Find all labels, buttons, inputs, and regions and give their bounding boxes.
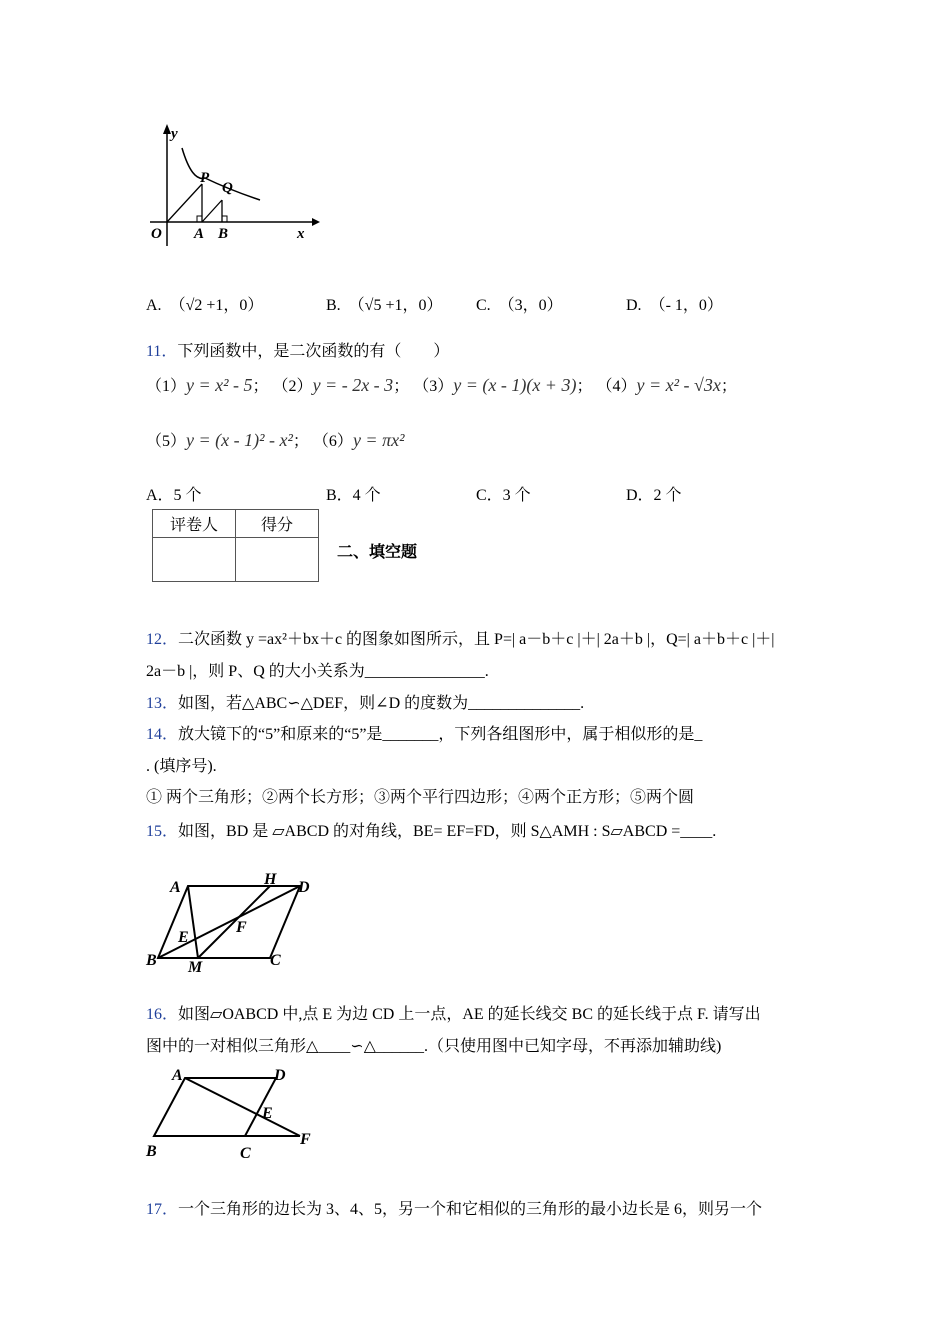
score-table-score: 得分: [236, 510, 319, 538]
fig15-D: D: [298, 879, 310, 896]
fig10-y-label: y: [171, 126, 178, 142]
fig10-x-label: x: [297, 226, 305, 242]
parallelogram-figure-16: [140, 1060, 330, 1165]
fig15-E: E: [178, 929, 189, 946]
q14-line2: . (填序号).: [146, 758, 217, 775]
q11-option-b: B．4 个: [326, 487, 381, 504]
fig16-D: D: [274, 1067, 286, 1084]
q12-line1: 12．二次函数 y =ax²＋bx＋c 的图象如图所示，且 P=| a－b＋c |＋| 2a＋b |，Q=| a＋b＋c |＋|: [146, 631, 775, 648]
q11-stem: 11．下列函数中，是二次函数的有（ ）: [146, 343, 450, 360]
fig15-F: F: [236, 919, 247, 936]
q10-option-d: D. （- 1，0）: [626, 297, 723, 314]
score-table: [152, 509, 319, 582]
fig16-A: A: [172, 1067, 183, 1084]
score-table-grader-cell: [153, 538, 236, 582]
q11-items-row2: （5）y = (x - 1)² - x²； （6）y = πx²: [146, 430, 405, 450]
hyperbola-figure: [140, 120, 320, 250]
q16-line1: 16．如图▱OABCD 中,点 E 为边 CD 上一点，AE 的延长线交 BC 的延长线于点 F. 请写出: [146, 1006, 761, 1023]
fig10-O-label: O: [151, 226, 162, 242]
q11-option-c: C．3 个: [476, 487, 531, 504]
parallelogram-figure-15: [140, 868, 330, 978]
fig10-Q-label: Q: [222, 180, 233, 196]
q10-option-c: C. （3，0）: [476, 297, 563, 314]
fig16-E: E: [262, 1105, 273, 1122]
q12-line2: 2a－b |，则 P、Q 的大小关系为_______________.: [146, 663, 489, 680]
fig15-H: H: [264, 871, 277, 888]
q10-option-b: B. （√5 +1，0）: [326, 297, 443, 314]
score-table-score-cell: [236, 538, 319, 582]
q14-line1: 14．放大镜下的“5”和原来的“5”是_______，下列各组图形中，属于相似形的是_: [146, 726, 703, 743]
q15: 15．如图，BD 是 ▱ABCD 的对角线，BE= EF=FD，则 S△AMH : S▱ABCD =____.: [146, 823, 717, 840]
section-title: 二、填空题: [337, 544, 418, 561]
q11-items-row1: （1）y = x² - 5； （2）y = - 2x - 3； （3）y = (x - 1)(x + 3)； （4）y = x² - √3x；: [146, 375, 737, 395]
q13: 13．如图，若△ABC∽△DEF，则∠D 的度数为______________.: [146, 695, 585, 712]
fig15-M: M: [188, 959, 203, 976]
q17: 17．一个三角形的边长为 3、4、5，另一个和它相似的三角形的最小边长是 6，则另一个: [146, 1201, 763, 1218]
score-table-grader: 评卷人: [153, 510, 236, 538]
fig16-B: B: [146, 1143, 157, 1160]
fig16-F: F: [300, 1131, 311, 1148]
fig15-A: A: [170, 879, 181, 896]
fig15-C: C: [270, 952, 281, 969]
q10-option-a: A. （√2 +1，0）: [146, 297, 264, 314]
fig10-A-label: A: [194, 226, 205, 242]
fig10-P-label: P: [200, 170, 210, 186]
q16-line2: 图中的一对相似三角形△____∽△______.（只使用图中已知字母，不再添加辅助线): [146, 1038, 722, 1055]
q11-option-d: D．2 个: [626, 487, 682, 504]
q11-option-a: A．5 个: [146, 487, 202, 504]
fig15-B: B: [146, 952, 157, 969]
q14-line3: ① 两个三角形；②两个长方形；③两个平行四边形；④两个正方形；⑤两个圆: [146, 789, 695, 806]
fig16-C: C: [240, 1145, 251, 1162]
fig10-B-label: B: [218, 226, 229, 242]
